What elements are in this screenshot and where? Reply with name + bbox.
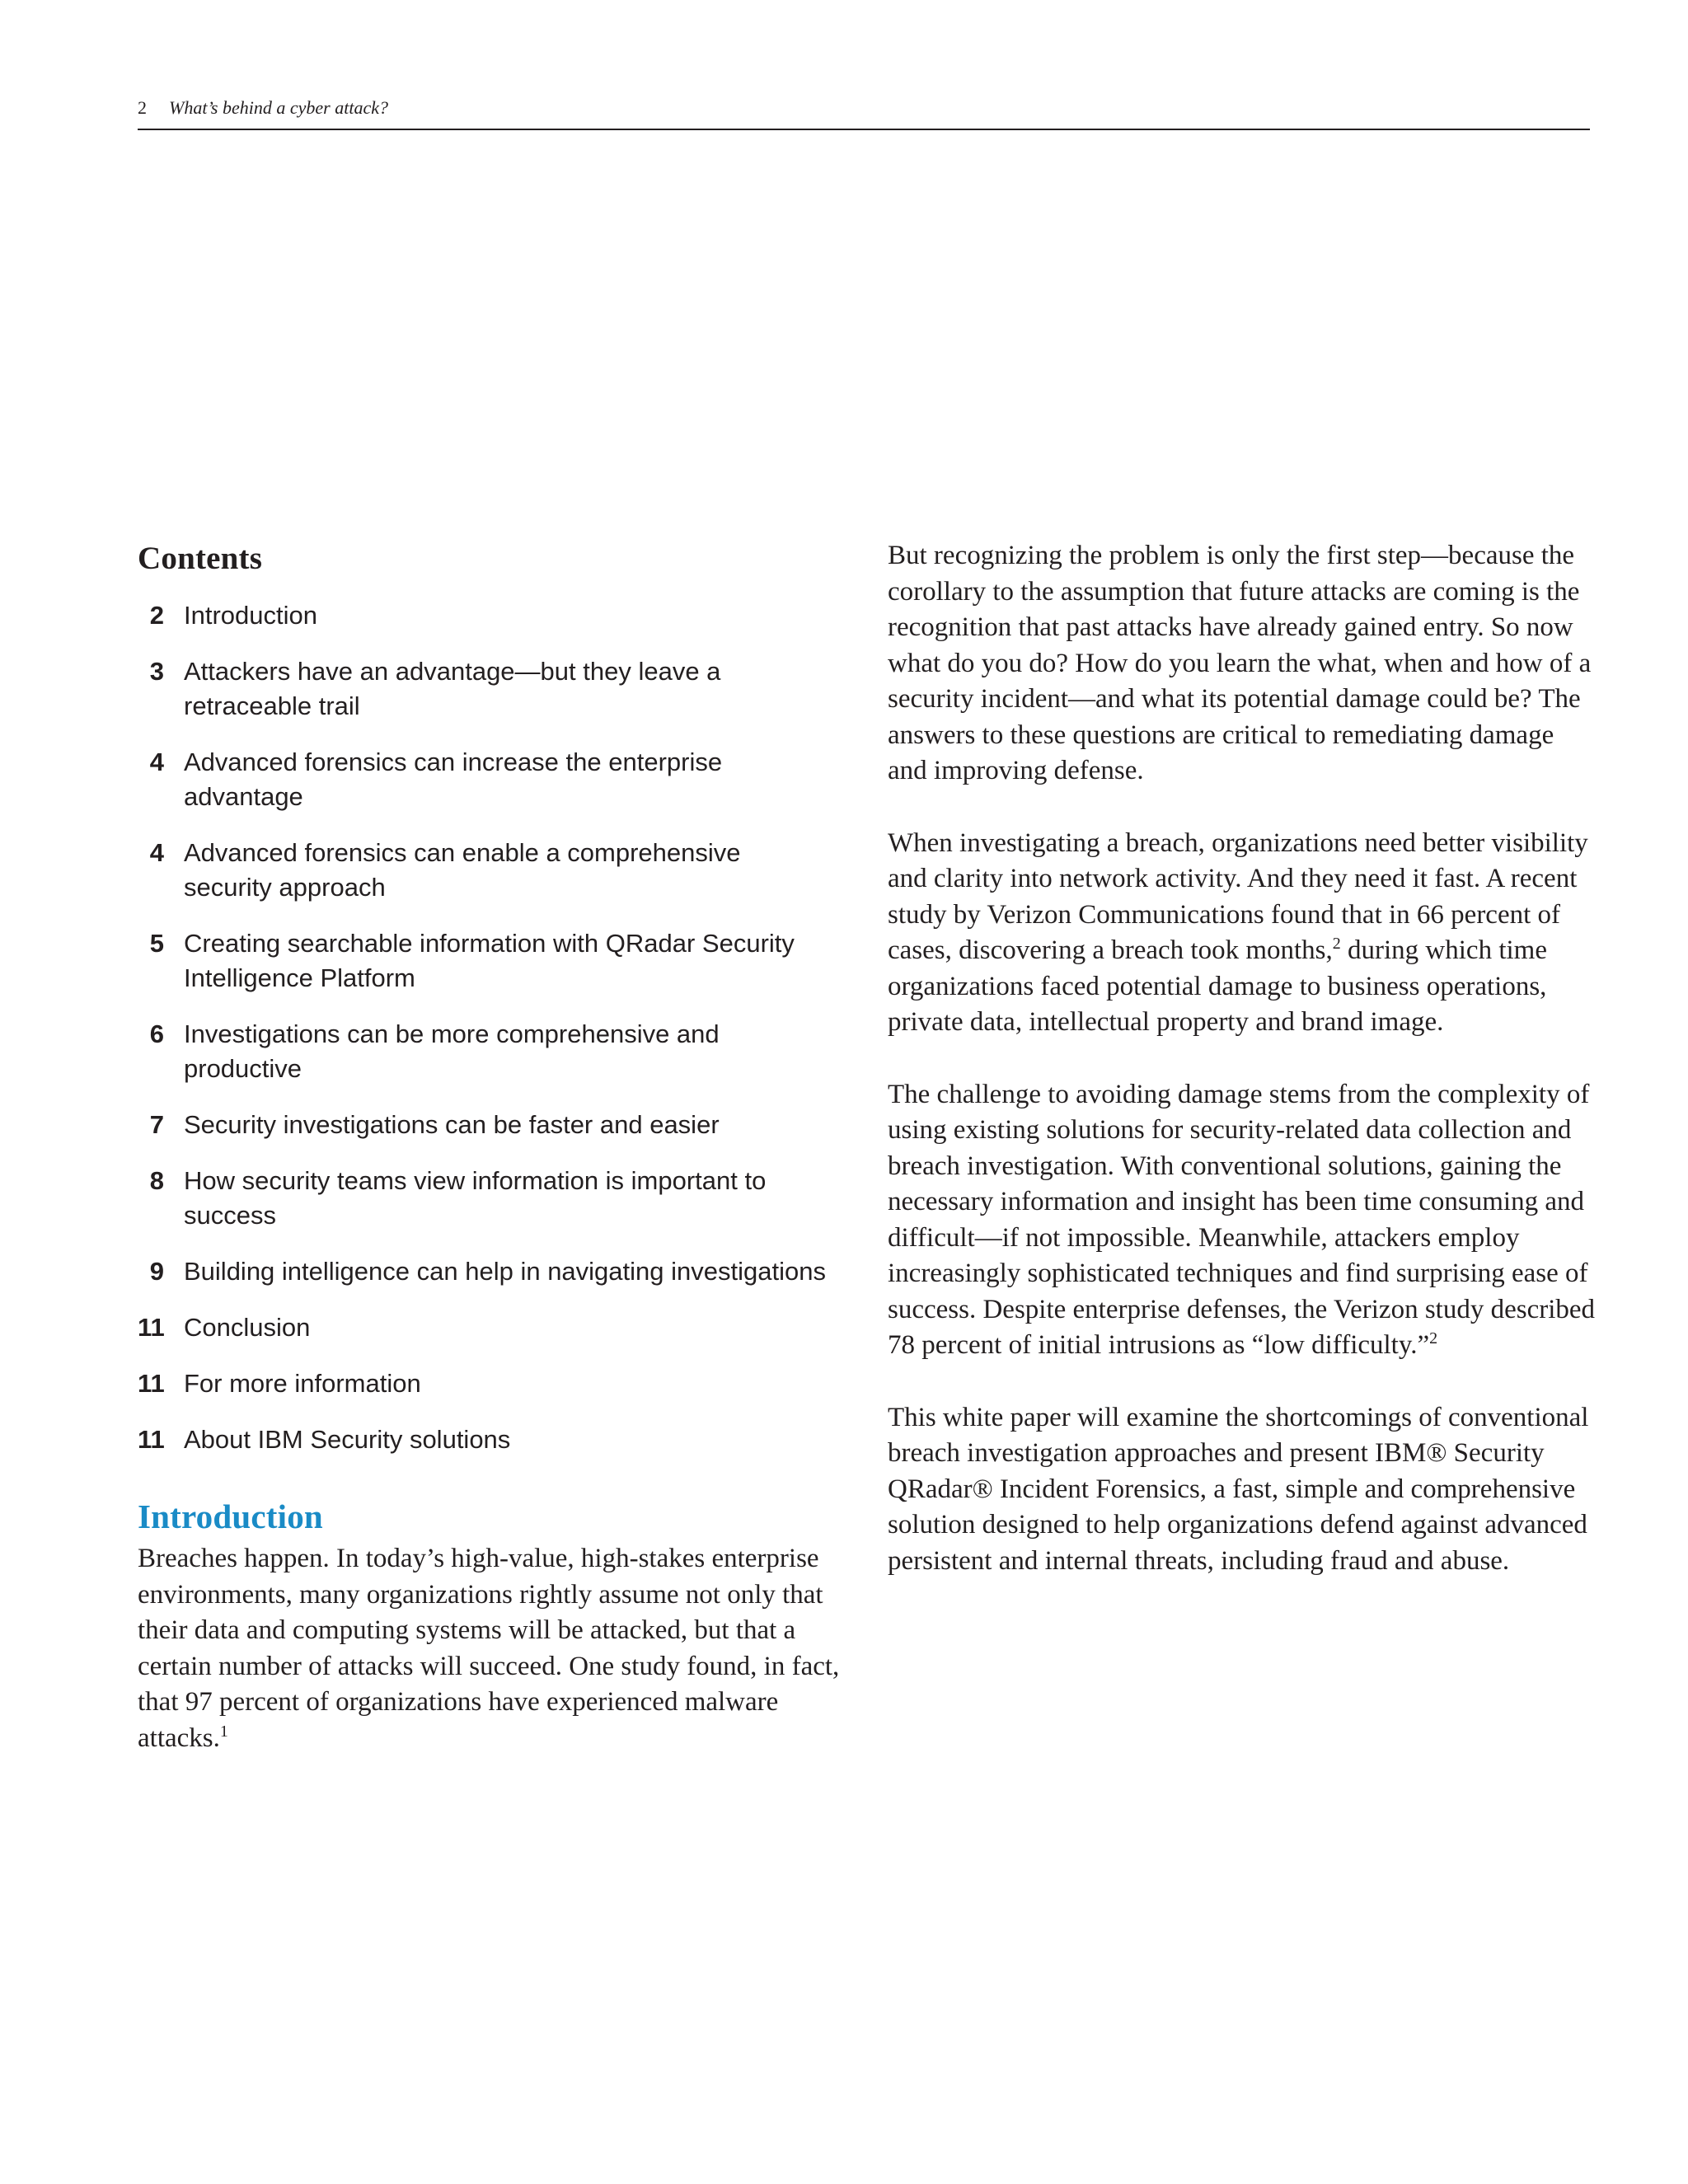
toc-title: Creating searchable information with QRadar Security Intelligence Platform <box>184 929 795 992</box>
body-paragraph-2-text-cont: during which time organizations faced potential damage to business operations, private data, intellectual property and brand image. <box>888 935 1547 1037</box>
footnote-ref: 1 <box>219 1722 228 1741</box>
toc-page-number: 11 <box>138 1425 165 1454</box>
toc-item[interactable] <box>138 1310 846 1345</box>
body-paragraph-2 <box>888 826 1597 1041</box>
body-paragraph-4: This white paper will examine the shortcomings of conventional breach investigation approaches and present IBM® Security QRadar® Incident Forensics, a fast, simple and comprehensive solution designed to help organizations defend against advanced persistent and internal threats, including fraud and abuse. <box>888 1402 1589 1576</box>
toc-page-number: 8 <box>149 1166 164 1195</box>
left-column <box>138 540 846 1756</box>
toc-title: Introduction <box>184 601 317 630</box>
toc-item[interactable] <box>138 745 846 814</box>
toc-item[interactable] <box>138 1366 846 1401</box>
toc-title: How security teams view information is important to success <box>184 1166 767 1230</box>
footnote-ref: 2 <box>1429 1329 1438 1347</box>
introduction-heading: Introduction <box>138 1497 323 1535</box>
toc-item[interactable] <box>138 1017 846 1086</box>
introduction-text: Breaches happen. In today’s high-value, high-stakes enterprise environments, many organizations rightly assume not only that their data and computing systems will be attacked, but that a certain number of attacks will succeed. One study found, in fact, that 97 percent of organizations have experienced malware attacks. <box>138 1544 840 1753</box>
toc-page-number: 11 <box>138 1369 165 1398</box>
toc-item[interactable] <box>138 1108 846 1142</box>
introduction-paragraph <box>138 1541 846 1756</box>
toc-page-number: 3 <box>149 657 164 686</box>
body-paragraph-3 <box>888 1077 1597 1364</box>
right-column <box>888 538 1597 1615</box>
page-number: 2 <box>138 97 147 118</box>
toc-item[interactable] <box>138 926 846 996</box>
toc-page-number: 11 <box>138 1313 165 1342</box>
toc-page-number: 5 <box>149 929 164 958</box>
toc-title: Advanced forensics can increase the enterprise advantage <box>184 748 723 811</box>
body-paragraph-3-text: The challenge to avoiding damage stems from the complexity of using existing solutions for security-related data collection and breach investigation. With conventional solutions, gaining the necessary information and insight has been time consuming and difficult—if not impossible. Meanwhile, attackers employ increasingly sophisticated techniques and find surprising ease of success. Despite enterprise defenses, the Verizon study described 78 percent of initial intrusions as “low difficulty.” <box>888 1079 1596 1360</box>
toc-page-number: 7 <box>149 1110 164 1139</box>
toc-page-number: 6 <box>149 1019 164 1048</box>
toc-title: Investigations can be more comprehensive and productive <box>184 1019 720 1083</box>
toc-item[interactable] <box>138 1422 846 1457</box>
toc-title: About IBM Security solutions <box>184 1425 511 1454</box>
toc-title: Conclusion <box>184 1313 311 1342</box>
toc-title: Advanced forensics can enable a comprehensive security approach <box>184 838 741 902</box>
toc-item[interactable] <box>138 1164 846 1233</box>
running-title: What’s behind a cyber attack? <box>169 97 388 118</box>
contents-heading: Contents <box>138 541 263 576</box>
toc-page-number: 9 <box>149 1257 164 1286</box>
toc-page-number: 4 <box>149 748 164 776</box>
toc-title: Attackers have an advantage—but they leave a retraceable trail <box>184 657 721 720</box>
toc-item[interactable] <box>138 1254 846 1289</box>
toc-item[interactable] <box>138 836 846 905</box>
toc-item[interactable] <box>138 654 846 724</box>
toc-title: For more information <box>184 1369 421 1398</box>
body-paragraph-1: But recognizing the problem is only the first step—because the corollary to the assumption that future attacks are coming is the recognition that past attacks have already gained entry. So now what do you do? How do you learn the what, when and how of a security incident—and what its potential damage could be? The answers to these questions are critical to remediating damage and improving defense. <box>888 541 1592 785</box>
toc-page-number: 4 <box>149 838 164 867</box>
page-header <box>138 92 1590 130</box>
table-of-contents <box>138 598 846 1457</box>
body-paragraph-2-text: When investigating a breach, organizations need better visibility and clarity into network activity. And they need it fast. A recent study by Verizon Communications found that in 66 percent of cases, discovering a breach took months, <box>888 827 1588 965</box>
toc-title: Building intelligence can help in navigating investigations <box>184 1257 826 1286</box>
toc-page-number: 2 <box>149 601 164 630</box>
toc-item[interactable] <box>138 598 846 633</box>
footnote-ref: 2 <box>1332 935 1341 953</box>
toc-title: Security investigations can be faster and easier <box>184 1110 720 1139</box>
